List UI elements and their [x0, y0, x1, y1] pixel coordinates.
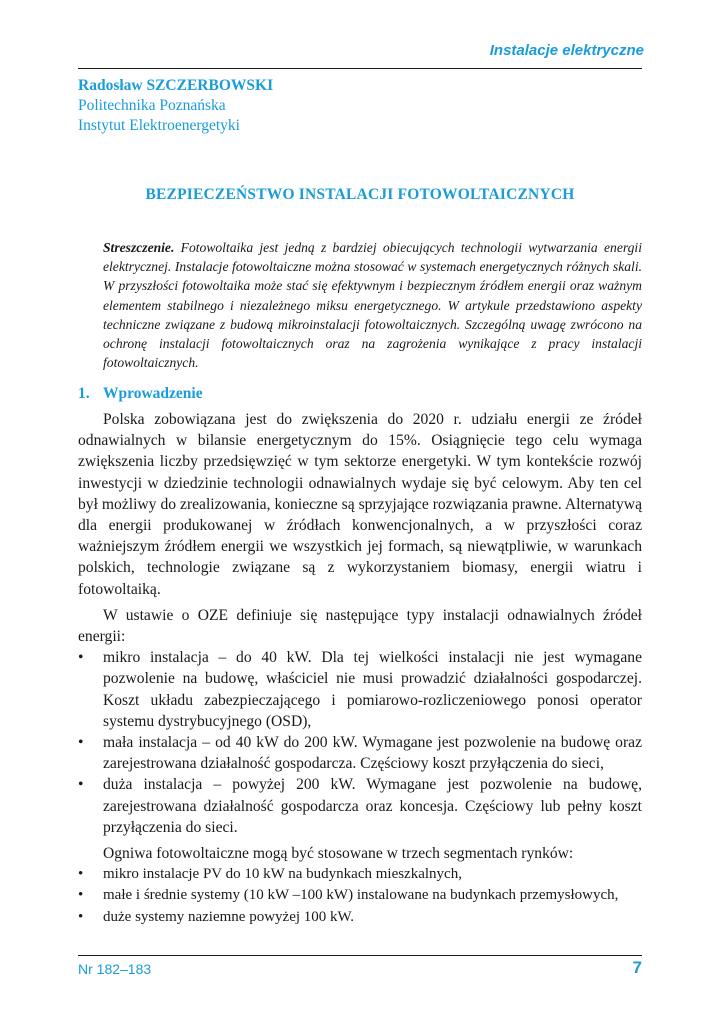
bullet-icon: • [78, 866, 84, 883]
author-affiliation-university: Politechnika Poznańska [78, 97, 226, 114]
abstract-text: Fotowoltaika jest jedną z bardziej obiecujących technologii wytwarzania energii elektrycznej. Instalacje fotowoltaiczne można stosować w systemach energetycznych różnych skali. W przyszłości fotowoltaika może stać się efektywnym i bezpiecznym źródłem energii oraz ważnym elementem stabilnego i niezależnego miksu energetycznego. W artykule przedstawiono aspekty techniczne związane z budową mikroinstalacji fotowoltaicznych. Szczególną uwagę zwrócono na ochronę instalacji fotowoltaicznych oraz na zagrożenia wynikające z pracy instalacji fotowoltaicznych. [103, 240, 642, 371]
page-number: 7 [632, 958, 642, 977]
issue-number: Nr 182–183 [78, 961, 152, 977]
list-item: • mikro instalacja – do 40 kW. Dla tej wielkości instalacji nie jest wymagane pozwolenie na budowę, właściciel nie musi prowadzić działalności gospodarczej. Koszt układu zabezpieczającego i pomiarowo-rozliczeniowego ponosi operator systemu dystrybucyjnego (OSD), [78, 649, 642, 730]
author-block [78, 76, 273, 136]
bullet-icon: • [78, 908, 84, 925]
running-title: Instalacje elektryczne [489, 42, 644, 59]
bullet-icon: • [78, 776, 84, 794]
section-number: 1. [78, 385, 90, 402]
header-divider [78, 68, 642, 69]
list-item: • małe i średnie systemy (10 kW –100 kW) instalowane na budynkach przemysłowych, [78, 885, 642, 906]
paragraph-installation-types: W ustawie o OZE definiuje się następujące typy instalacji odnawialnych źródeł energii: [78, 606, 642, 646]
list-item: • mikro instalacje PV do 10 kW na budynkach mieszkalnych, [78, 864, 642, 885]
section-body [78, 409, 642, 933]
abstract [78, 238, 642, 372]
bullet-icon: • [78, 649, 84, 667]
list-item: • duża instalacja – powyżej 200 kW. Wymagane jest pozwolenie na budowę, zarejestrowana działalność gospodarcza oraz koncesja. Częściowy lub pełny koszt przyłączenia do sieci. [78, 776, 642, 836]
market-segments-list [78, 864, 642, 928]
abstract-label: Streszczenie. [103, 240, 175, 255]
bullet-icon: • [78, 887, 84, 904]
paragraph-intro: Polska zobowiązana jest do zwiększenia do 2020 r. udziału energii ze źródeł odnawialnych w bilansie energetycznym do 15%. Osiągnięcie tego celu wymaga zwiększenia liczby przedsięwzięć w tym sektorze energetyki. W tym kontekście rozwój inwestycji w dziedzinie technologii odnawialnych wydaje się być celowym. Aby ten cel był możliwy do zrealizowania, konieczne są sprzyjające rozwiązania prawne. Alternatywą dla energii produkowanej w źródłach konwencjonalnych, a w przyszłości coraz ważniejszym źródłem energii we wszystkich jej formach, są niewątpliwie, w warunkach polskich, technologie związane są z wykorzystaniem biomasy, energii wiatru i fotowoltaiką. [78, 411, 642, 598]
paragraph-market-segments: Ogniwa fotowoltaiczne mogą być stosowane w trzech segmentach rynków: [103, 845, 574, 863]
author-affiliation-institute: Instytut Elektroenergetyki [78, 117, 240, 134]
installation-types-list [78, 647, 642, 838]
list-item: • mała instalacja – od 40 kW do 200 kW. Wymagane jest pozwolenie na budowę oraz zarejestrowana działalność gospodarcza. Częściowy koszt przyłączenia do sieci, [78, 734, 642, 773]
bullet-icon: • [78, 734, 84, 752]
author-name: Radosław SZCZERBOWSKI [78, 77, 274, 94]
section-heading [78, 385, 203, 403]
footer-divider [78, 955, 642, 956]
section-title: Wprowadzenie [103, 385, 203, 402]
article-title: BEZPIECZEŃSTWO INSTALACJI FOTOWOLTAICZNYCH [145, 186, 575, 203]
list-item: • duże systemy naziemne powyżej 100 kW. [78, 907, 642, 928]
